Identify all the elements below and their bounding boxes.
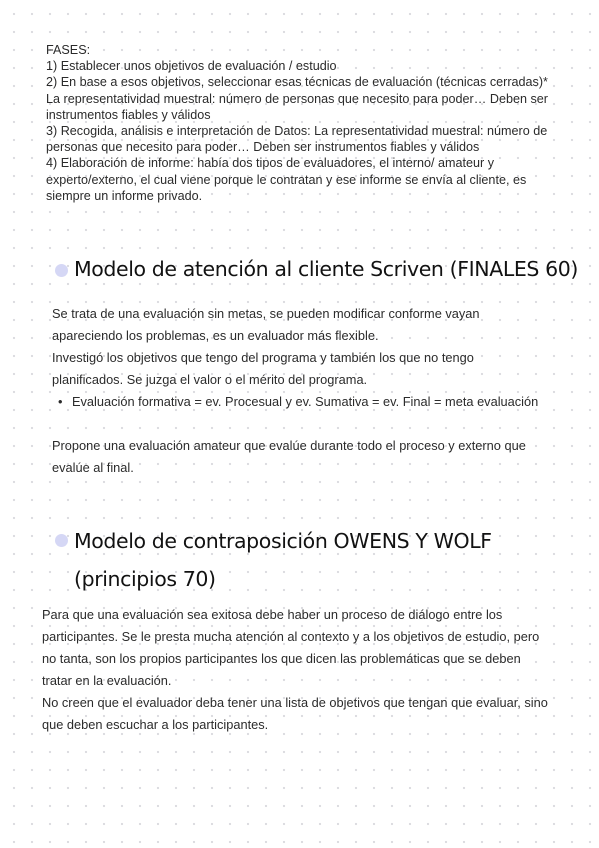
section-heading-scriven	[55, 252, 578, 286]
heading-bullet-icon	[55, 534, 68, 547]
phases-title: FASES:	[46, 43, 91, 57]
phase-item-4: 4) Elaboración de informe: había dos tipos de evaluadores, el interno/ amateur y experto/externo, el cual viene porque le contratan y ese informe se envía al cliente, es siempre un informe privado.	[46, 156, 527, 203]
paragraph: Para que una evaluación sea exitosa debe haber un proceso de diálogo entre los participantes. Se le presta mucha atención al contexto y a los objetivos de estudio, pero no tanta, son los propios participantes los que dicen las problemáticas que se deben tratar en la evaluación.	[42, 607, 540, 688]
phases-list	[46, 42, 556, 204]
phase-item-3: 3) Recogida, análisis e interpretación de Datos: La representatividad muestral: número de personas que necesito para poder… Deben ser instrumentos fiables y válidos	[46, 124, 548, 155]
section-heading-owens-wolf	[55, 522, 575, 598]
paragraph: Propone una evaluación amateur que evalúe durante todo el proceso y externo que evalúe al final.	[52, 438, 526, 475]
spacer	[52, 413, 542, 435]
heading-text: Modelo de atención al cliente Scriven (FINALES 60)	[74, 257, 579, 281]
paragraph: Investigó los objetivos que tengo del programa y también los que no tengo planificados. Se juzga el valor o el mérito del programa.	[52, 350, 474, 387]
phase-item-2: 2) En base a esos objetivos, seleccionar esas técnicas de evaluación (técnicas cerradas)* La representatividad muestral: número de personas que necesito para poder… Deben ser instrumentos fiables y válidos	[46, 75, 548, 122]
paragraph: No creen que el evaluador deba tener una lista de objetivos que tengan que evaluar, sino que deben escuchar a los participantes.	[42, 695, 548, 732]
heading-bullet-icon	[55, 264, 68, 277]
section-body-scriven	[52, 303, 542, 479]
list-item: • Evaluación formativa = ev. Procesual y ev. Sumativa = ev. Final = meta evaluación	[70, 391, 542, 413]
phase-item-1: 1) Establecer unos objetivos de evaluación / estudio	[46, 59, 337, 74]
paragraph: Se trata de una evaluación sin metas, se pueden modificar conforme vayan apareciendo los problemas, es un evaluador más flexible.	[52, 306, 480, 343]
heading-text: Modelo de contraposición OWENS Y WOLF (principios 70)	[74, 529, 492, 591]
section-body-owens-wolf	[42, 604, 552, 736]
bullet-list	[52, 391, 542, 413]
